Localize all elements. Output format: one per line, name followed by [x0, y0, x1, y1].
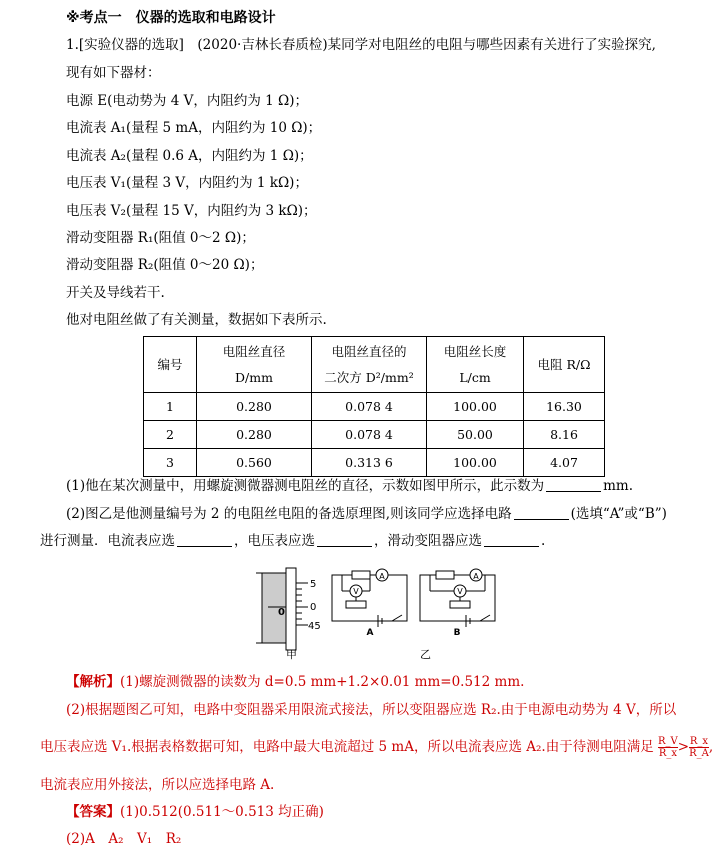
table-cell: 100.00	[427, 449, 524, 477]
table-header-cell: 电阻 R/Ω	[524, 337, 605, 393]
equipment-item: 电压表 V₂(量程 15 V，内阻约为 3 kΩ)；	[66, 203, 317, 219]
figure-caption: 乙	[420, 648, 431, 661]
table-cell: 0.078 4	[312, 421, 427, 449]
analysis-line: 【解析】(1)螺旋测微器的读数为 d=0.5 mm+1.2×0.01 mm=0.512 mm.	[66, 674, 525, 690]
analysis-line: 电流表应用外接法，所以应选择电路 A.	[40, 777, 275, 793]
analysis-line: (2)根据题图乙可知，电路中变阻器采用限流式接法，所以变阻器应选 R₂.由于电源电动势为 4 V，所以	[66, 702, 677, 718]
table-cell: 0.280	[197, 393, 312, 421]
circuit-b	[420, 569, 495, 627]
table-row	[144, 421, 605, 449]
scale-label: 45	[308, 621, 321, 632]
experiment-figure	[250, 563, 510, 663]
table-header-cell: 编号	[144, 337, 197, 393]
answer-blank	[484, 532, 539, 547]
answer-label: 【答案】	[66, 804, 120, 820]
equipment-item: 电流表 A₂(量程 0.6 A，内阻约为 1 Ω)；	[66, 148, 313, 164]
table-header-cell: 电阻丝长度 L/cm	[427, 337, 524, 393]
analysis-line: 电压表应选 V₁.根据表格数据可知，电路中最大电流超过 5 mA，所以电流表应选 A₂.由于待测电阻满足 $\frac{R\_V}{R\_x}$ > $\frac{R\_x}{R\_A}$ ,	[40, 736, 714, 759]
table-cell: 2	[144, 421, 197, 449]
table-cell: 0.280	[197, 421, 312, 449]
table-cell: 100.00	[427, 393, 524, 421]
section-heading: ※考点一 仪器的选取和电路设计	[66, 10, 276, 26]
table-header-cell: 电阻丝直径的 二次方 D²/mm²	[312, 337, 427, 393]
answer-blank	[514, 505, 569, 520]
sub-question-2: (2)图乙是他测量编号为 2 的电阻丝电阻的备选原理图,则该同学应选择电路 (选填“A”或“B”)	[66, 506, 667, 522]
question-intro: 1.[实验仪器的选取] (2020·吉林长春质检)某同学对电阻丝的电阻与哪些因素有关进行了实验探究,	[66, 37, 656, 53]
data-table	[143, 336, 605, 477]
circuit-a-label: A	[366, 628, 374, 638]
table-row	[144, 393, 605, 421]
ammeter-label: A	[379, 572, 385, 581]
answer-line: (2)A A₂ V₁ R₂	[66, 831, 182, 847]
table-intro: 他对电阻丝做了有关测量，数据如下表所示.	[66, 312, 327, 328]
figure-caption: 甲	[286, 648, 297, 661]
fraction: $\frac{R\_x}{R\_A}$	[689, 736, 709, 759]
equipment-item: 电流表 A₁(量程 5 mA，内阻约为 10 Ω)；	[66, 120, 322, 136]
sub-question-1: (1)他在某次测量中，用螺旋测微器测电阻丝的直径，示数如图甲所示，此示数为 mm.	[66, 478, 634, 494]
table-cell: 0.560	[197, 449, 312, 477]
scale-label: 5	[310, 579, 317, 590]
equipment-item: 滑动变阻器 R₁(阻值 0～2 Ω)；	[66, 230, 255, 246]
answer-blank	[177, 532, 232, 547]
equipment-item: 开关及导线若干.	[66, 285, 165, 301]
answer-blank	[317, 532, 372, 547]
question-intro-cont: 现有如下器材：	[66, 65, 161, 81]
equipment-item: 滑动变阻器 R₂(阻值 0～20 Ω)；	[66, 257, 264, 273]
answer-line: 【答案】(1)0.512(0.511～0.513 均正确)	[66, 804, 324, 820]
table-cell: 8.16	[524, 421, 605, 449]
sub-question-2-cont: 进行测量．电流表应选 ，电压表应选 ，滑动变阻器应选 .	[40, 533, 546, 549]
table-header-cell: 电阻丝直径 D/mm	[197, 337, 312, 393]
equipment-item: 电压表 V₁(量程 3 V，内阻约为 1 kΩ)；	[66, 175, 308, 191]
table-cell: 1	[144, 393, 197, 421]
circuit-a	[332, 569, 407, 627]
table-cell: 16.30	[524, 393, 605, 421]
table-row	[144, 449, 605, 477]
table-cell: 4.07	[524, 449, 605, 477]
scale-label: 0	[310, 602, 317, 613]
analysis-label: 【解析】	[66, 674, 120, 690]
table-cell: 0.313 6	[312, 449, 427, 477]
table-cell: 50.00	[427, 421, 524, 449]
table-header-row	[144, 337, 605, 393]
table-cell: 3	[144, 449, 197, 477]
answer-blank	[546, 477, 601, 492]
table-cell: 0.078 4	[312, 393, 427, 421]
circuit-b-label: B	[453, 628, 461, 638]
fraction: $\frac{R\_V}{R\_x}$	[658, 736, 678, 759]
equipment-item: 电源 E(电动势为 4 V，内阻约为 1 Ω)；	[66, 93, 308, 109]
ammeter-label: A	[473, 572, 479, 581]
scale-label: 0	[278, 607, 285, 618]
voltmeter-label: V	[457, 587, 463, 596]
voltmeter-label: V	[353, 587, 359, 596]
